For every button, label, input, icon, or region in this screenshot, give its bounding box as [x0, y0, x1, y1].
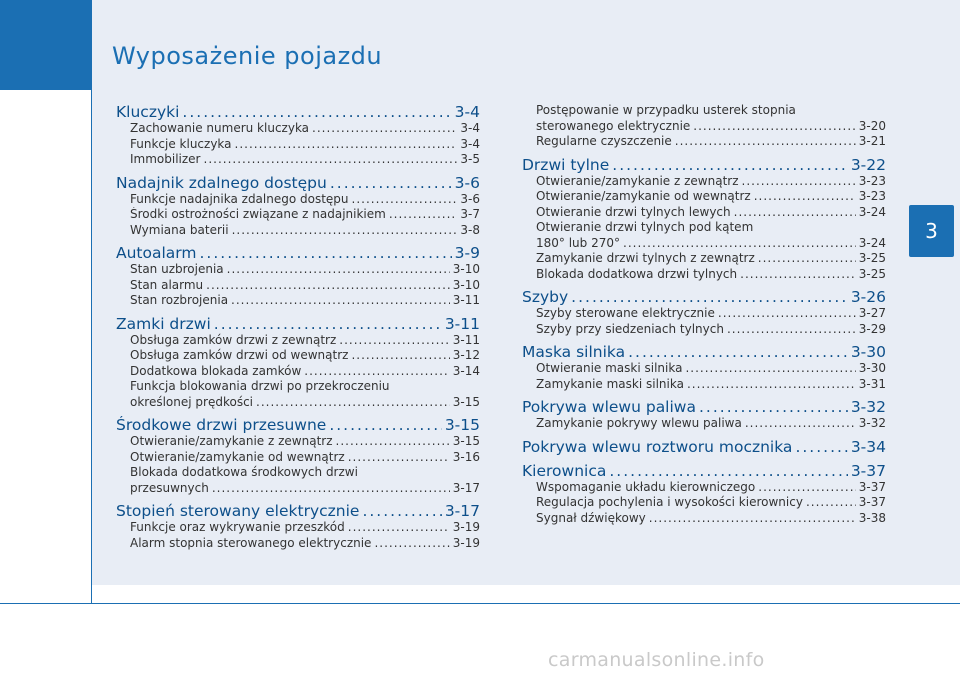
toc-entry-label: 180° lub 270°: [536, 235, 620, 250]
dot-leader: [612, 156, 848, 174]
toc-section-heading[interactable]: [116, 174, 480, 192]
toc-entry-label: Zamki drzwi: [116, 314, 211, 333]
toc-entry-label: Regularne czyszczenie: [536, 134, 672, 148]
toc-page-number: 3-34: [850, 437, 886, 456]
toc-entry-label: Drzwi tylne: [522, 155, 610, 174]
toc-entry-label: sterowanego elektrycznie: [536, 118, 691, 133]
dot-leader: [685, 361, 855, 377]
toc-entry-text: Otwieranie drzwi tylnych pod kątem: [536, 220, 754, 234]
toc-page-number: 3-25: [858, 266, 886, 281]
dot-leader: [206, 278, 450, 294]
toc-page-number: 3-21: [858, 134, 886, 148]
dot-leader: [687, 377, 856, 393]
dot-leader: [348, 450, 450, 466]
toc-section-heading[interactable]: [116, 502, 480, 520]
dot-leader: [352, 192, 458, 208]
dot-leader: [623, 236, 856, 252]
dot-leader: [231, 293, 450, 309]
toc-subentry[interactable]: [116, 481, 480, 497]
toc-entry-label: Sygnał dźwiękowy: [536, 510, 646, 525]
toc-subentry[interactable]: [522, 251, 886, 267]
dot-leader: [212, 481, 450, 497]
toc-entry-label: Kluczyki: [116, 103, 180, 121]
toc-subentry[interactable]: [522, 416, 886, 432]
toc-subentry[interactable]: [116, 348, 480, 364]
toc-page-number: 3-6: [460, 191, 480, 206]
toc-entry-label: Kierownica: [522, 461, 607, 480]
toc-page-number: 3-37: [858, 495, 886, 509]
toc-subentry[interactable]: [116, 121, 480, 137]
toc-entry-label: Regulacja pochylenia i wysokości kierownicy: [536, 495, 803, 509]
toc-page-number: 3-17: [444, 502, 480, 520]
toc-page-number: 3-15: [452, 434, 480, 448]
dot-leader: [312, 121, 457, 137]
toc-subentry[interactable]: [116, 223, 480, 239]
toc-page-number: 3-23: [858, 189, 886, 203]
toc-entry-text: Funkcja blokowania drzwi po przekroczeniu: [130, 379, 390, 393]
toc-subentry[interactable]: [116, 262, 480, 278]
watermark: carmanualsonline.info: [548, 649, 765, 671]
dot-leader: [758, 251, 856, 267]
toc-page-number: 3-37: [858, 479, 886, 494]
toc-page-number: 3-26: [850, 288, 886, 306]
toc-page-number: 3-30: [850, 343, 886, 361]
dot-leader: [204, 152, 458, 168]
toc-entry-label: Funkcje oraz wykrywanie przeszkód: [130, 520, 345, 534]
toc-entry-label: Środki ostrożności związane z nadajnikiem: [130, 207, 386, 221]
toc-entry-label: Otwieranie/zamykanie od wewnątrz: [536, 189, 751, 203]
dot-leader: [699, 398, 848, 416]
toc-entry-label: Stan uzbrojenia: [130, 262, 224, 276]
toc-entry-label: Obsługa zamków drzwi z zewnątrz: [130, 332, 337, 347]
toc-section-heading[interactable]: [116, 416, 480, 434]
toc-entry-label: Obsługa zamków drzwi od wewnątrz: [130, 348, 349, 362]
toc-entry-label: Stopień sterowany elektrycznie: [116, 502, 360, 520]
toc-subentry[interactable]: [522, 119, 886, 135]
toc-subentry[interactable]: [522, 377, 886, 393]
toc-entry-label: Stan alarmu: [130, 277, 204, 292]
toc-entry-label: Zamykanie drzwi tylnych z zewnątrz: [536, 251, 755, 265]
toc-page-number: 3-15: [444, 416, 480, 434]
toc-entry-label: określonej prędkości: [130, 394, 254, 409]
dot-leader: [339, 333, 449, 349]
toc-subentry[interactable]: [522, 511, 886, 527]
toc-page-number: 3-32: [850, 398, 886, 416]
toc-subentry[interactable]: [116, 520, 480, 536]
left-rule: [91, 0, 92, 604]
toc-page-number: 3-27: [858, 306, 886, 320]
toc-section-heading[interactable]: [116, 244, 480, 262]
toc-page-number: 3-6: [454, 173, 480, 192]
dot-leader: [745, 416, 856, 432]
toc-page-number: 3-19: [452, 520, 480, 534]
toc-entry-label: Blokada dodatkowa drzwi tylnych: [536, 266, 738, 281]
toc-entry-label: Otwieranie drzwi tylnych lewych: [536, 204, 731, 219]
dot-leader: [609, 462, 847, 480]
toc-page-number: 3-20: [858, 118, 886, 133]
toc-page-number: 3-4: [460, 121, 480, 135]
toc-subentry[interactable]: [522, 322, 886, 338]
dot-leader: [232, 223, 458, 239]
toc-entry-label: Wymiana baterii: [130, 222, 229, 237]
toc-page-number: 3-4: [454, 103, 480, 121]
toc-entry-label: Stan rozbrojenia: [130, 293, 229, 307]
dot-leader: [374, 536, 449, 552]
dot-leader: [693, 119, 855, 135]
bottom-rule: [0, 603, 960, 604]
dot-leader: [740, 267, 856, 283]
toc-page-number: 3-8: [460, 222, 480, 237]
toc-subentry[interactable]: [522, 267, 886, 283]
toc-section-heading[interactable]: [522, 343, 886, 361]
toc-section-heading[interactable]: [522, 438, 886, 456]
toc-page-number: 3-30: [858, 361, 886, 375]
toc-section-heading[interactable]: [522, 398, 886, 416]
toc-page-number: 3-31: [858, 376, 886, 391]
dot-leader: [351, 348, 449, 364]
toc-entry-label: Szyby: [522, 288, 569, 306]
toc-page-number: 3-11: [452, 293, 480, 307]
toc-page-number: 3-7: [460, 207, 480, 221]
toc-subentry[interactable]: [116, 333, 480, 349]
dot-leader: [628, 343, 848, 361]
toc-subentry[interactable]: [116, 207, 480, 223]
toc-page-number: 3-25: [858, 251, 886, 265]
toc-page-number: 3-32: [858, 416, 886, 430]
toc-subentry[interactable]: [116, 192, 480, 208]
dot-leader: [200, 244, 452, 262]
toc-page-number: 3-19: [452, 535, 480, 550]
toc-entry-label: Otwieranie/zamykanie od wewnątrz: [130, 449, 345, 464]
toc-entry-label: Alarm stopnia sterowanego elektrycznie: [130, 535, 372, 550]
dot-leader: [227, 262, 450, 278]
toc-page-number: 3-4: [460, 136, 480, 151]
toc-subentry[interactable]: [522, 495, 886, 511]
toc-page-number: 3-22: [850, 155, 886, 174]
toc-page-number: 3-24: [858, 235, 886, 250]
toc-entry-label: Autoalarm: [116, 244, 197, 262]
toc-page-number: 3-23: [858, 173, 886, 188]
corner-block: [0, 0, 92, 90]
toc-subentry[interactable]: [522, 236, 886, 252]
toc-page-number: 3-29: [858, 321, 886, 336]
toc-page-number: 3-37: [850, 461, 886, 480]
toc-page-number: 3-14: [452, 363, 480, 378]
toc-subentry[interactable]: [116, 137, 480, 153]
toc-entry-label: Zachowanie numeru kluczyka: [130, 121, 310, 135]
toc-subentry[interactable]: [522, 205, 886, 221]
toc-subentry[interactable]: [522, 306, 886, 322]
dot-leader: [734, 205, 856, 221]
toc-page-number: 3-38: [858, 510, 886, 525]
toc-column-left: [116, 103, 480, 551]
dot-leader: [256, 395, 450, 411]
toc-page-number: 3-12: [452, 348, 480, 362]
toc-page-number: 3-11: [444, 314, 480, 333]
toc-section-heading[interactable]: [522, 288, 886, 306]
toc-page-number: 3-16: [452, 449, 480, 464]
toc-subentry[interactable]: [116, 364, 480, 380]
toc-page-number: 3-15: [452, 394, 480, 409]
toc-subentry[interactable]: [116, 278, 480, 294]
page-title: Wyposażenie pojazdu: [112, 42, 383, 70]
toc-entry-label: Zamykanie maski silnika: [536, 376, 684, 391]
toc-page-number: 3-10: [452, 277, 480, 292]
toc-subentry[interactable]: [522, 134, 886, 150]
dot-leader: [182, 103, 451, 121]
toc-section-heading[interactable]: [522, 462, 886, 480]
dot-leader: [649, 511, 856, 527]
dot-leader: [330, 174, 452, 192]
dot-leader: [304, 364, 449, 380]
chapter-tab[interactable]: 3: [909, 205, 954, 257]
dot-leader: [758, 480, 856, 496]
toc-entry-label: Maska silnika: [522, 343, 626, 361]
toc-entry-text: Blokada dodatkowa środkowych drzwi: [130, 465, 358, 479]
toc-entry-label: Funkcje kluczyka: [130, 136, 232, 151]
dot-leader: [742, 174, 856, 190]
toc-entry-label: Otwieranie/zamykanie z zewnątrz: [130, 434, 333, 448]
toc-page-number: 3-10: [452, 262, 480, 276]
toc-entry-label: Nadajnik zdalnego dostępu: [116, 173, 327, 192]
toc-entry-label: Środkowe drzwi przesuwne: [116, 416, 327, 434]
toc-entry-label: Wspomaganie układu kierowniczego: [536, 479, 756, 494]
dot-leader: [235, 137, 458, 153]
toc-entry-label: Immobilizer: [130, 152, 201, 166]
dot-leader: [754, 189, 856, 205]
toc-entry-label: Zamykanie pokrywy wlewu paliwa: [536, 416, 742, 430]
toc-entry-label: Pokrywa wlewu paliwa: [522, 398, 696, 416]
toc-entry-label: Funkcje nadajnika zdalnego dostępu: [130, 191, 349, 206]
toc-page-number: 3-17: [452, 480, 480, 495]
toc-subentry[interactable]: [116, 293, 480, 309]
toc-subentry[interactable]: [116, 450, 480, 466]
toc-subentry[interactable]: [116, 536, 480, 552]
toc-page-number: 3-5: [460, 152, 480, 166]
toc-section-heading[interactable]: [522, 156, 886, 174]
toc-subentry[interactable]: [116, 434, 480, 450]
dot-leader: [806, 495, 856, 511]
dot-leader: [362, 502, 441, 520]
toc-section-heading[interactable]: [116, 315, 480, 333]
toc-entry-label: Otwieranie maski silnika: [536, 361, 683, 375]
toc-page-number: 3-9: [454, 244, 480, 262]
toc-entry-label: Szyby sterowane elektrycznie: [536, 306, 715, 320]
toc-subentry[interactable]: [116, 395, 480, 411]
toc-page-number: 3-24: [858, 204, 886, 219]
toc-section-heading[interactable]: [116, 103, 480, 121]
toc-column-right: [522, 103, 886, 526]
dot-leader: [795, 438, 847, 456]
dot-leader: [214, 315, 442, 333]
toc-entry-label: Pokrywa wlewu roztworu mocznika: [522, 437, 793, 456]
toc-entry-label: Dodatkowa blokada zamków: [130, 363, 302, 378]
dot-leader: [389, 207, 458, 223]
dot-leader: [718, 306, 856, 322]
toc-subentry[interactable]: [522, 480, 886, 496]
toc-subentry[interactable]: [522, 189, 886, 205]
toc-entry-text: Postępowanie w przypadku usterek stopnia: [536, 103, 796, 117]
dot-leader: [348, 520, 450, 536]
toc-entry-label: Szyby przy siedzeniach tylnych: [536, 321, 724, 336]
dot-leader: [727, 322, 856, 338]
toc-entry-label: przesuwnych: [130, 480, 209, 495]
toc-page-number: 3-11: [452, 332, 480, 347]
toc-entry-label: Otwieranie/zamykanie z zewnątrz: [536, 173, 739, 188]
toc-subentry[interactable]: [116, 152, 480, 168]
toc-subentry[interactable]: [522, 174, 886, 190]
dot-leader: [675, 134, 856, 150]
dot-leader: [336, 434, 450, 450]
toc-subentry[interactable]: [522, 361, 886, 377]
dot-leader: [571, 288, 848, 306]
dot-leader: [329, 416, 441, 434]
